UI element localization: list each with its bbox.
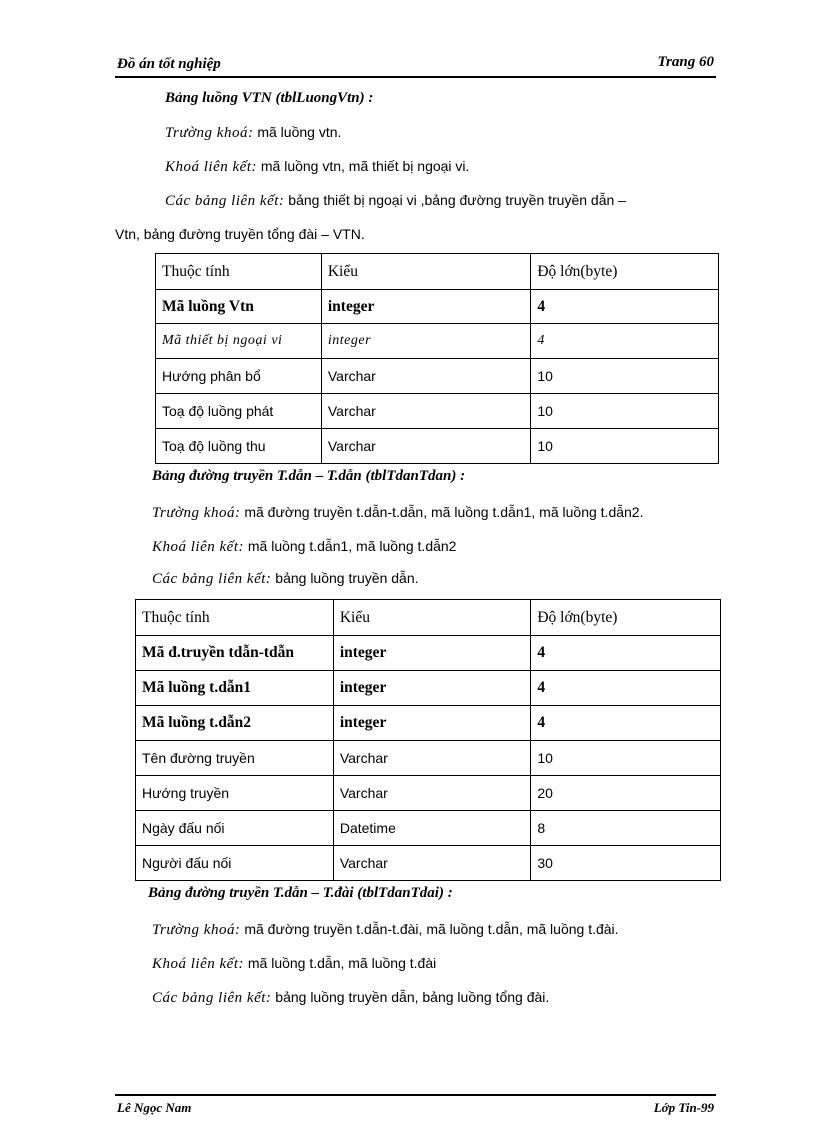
section2-tables (152, 570, 419, 588)
header-cell: Thuộc tính (136, 600, 334, 636)
table-cell: Mã thiết bị ngoại vi (156, 324, 322, 359)
table-cell: integer (321, 290, 530, 324)
table-row (136, 706, 721, 741)
section3-title: Bảng đường truyền T.dẫn – T.đài (tblTdanTdai) : (148, 885, 453, 901)
table-cell: Mã đ.truyền tdẫn-tdẫn (136, 636, 334, 671)
key-value: mã luồng vtn. (253, 124, 342, 140)
section2-link (152, 538, 456, 556)
table-cell: 10 (531, 359, 719, 394)
link-label: Khoá liên kết: (152, 956, 244, 972)
table-cell: integer (333, 706, 531, 741)
table-cell: Toạ độ luồng thu (156, 429, 322, 464)
table-tdan-tdan (135, 599, 721, 881)
table-cell: Varchar (321, 394, 530, 429)
key-value: mã đường truyền t.dẫn-t.đài, mã luồng t.dẫn, mã luồng t.đài. (240, 921, 619, 937)
table-cell: 10 (531, 741, 721, 776)
table-row (156, 359, 719, 394)
class-name: Lớp Tin-99 (653, 1100, 714, 1115)
section1-key (165, 124, 341, 142)
key-value: mã đường truyền t.dẫn-t.dẫn, mã luồng t.dẫn1, mã luồng t.dẫn2. (240, 504, 644, 520)
tables-value: bảng luồng truyền dẫn. (271, 570, 419, 586)
key-label: Trường khoá: (165, 125, 254, 141)
header-cell: Độ lớn(byte) (531, 600, 721, 636)
table-row (156, 429, 719, 464)
tables-label: Các bảng liên kết: (152, 571, 272, 587)
table-cell: Hướng phân bổ (156, 359, 322, 394)
table-header-row (156, 254, 719, 290)
link-value: mã luồng vtn, mã thiết bị ngoại vi. (256, 158, 470, 174)
table-cell: Tên đường truyền (136, 741, 334, 776)
table-cell: Mã luồng t.dẫn2 (136, 706, 334, 741)
section2-title: Bảng đường truyền T.dẫn – T.dẫn (tblTdanTdan) : (152, 468, 466, 484)
table-cell: 4 (531, 636, 721, 671)
table-cell: Varchar (333, 846, 531, 881)
page-header (115, 54, 716, 78)
table-cell: Datetime (333, 811, 531, 846)
table-cell: Toạ độ luồng phát (156, 394, 322, 429)
section1-tables (165, 192, 626, 210)
link-value: mã luồng t.dẫn1, mã luồng t.dẫn2 (243, 538, 457, 554)
link-value: mã luồng t.dẫn, mã luồng t.đài (243, 955, 437, 971)
table-cell: Varchar (321, 429, 530, 464)
table-cell: 4 (531, 706, 721, 741)
table-cell: integer (333, 636, 531, 671)
table-row (136, 671, 721, 706)
section1-link (165, 158, 469, 176)
section1-title: Bảng luồng VTN (tblLuongVtn) : (165, 90, 374, 106)
page-footer (115, 1094, 716, 1118)
header-cell: Kiểu (321, 254, 530, 290)
table-row (136, 811, 721, 846)
table-cell: 30 (531, 846, 721, 881)
table-cell: 10 (531, 429, 719, 464)
section3-link (152, 955, 436, 973)
table-cell: Varchar (333, 741, 531, 776)
table-row (156, 394, 719, 429)
table-row (156, 290, 719, 324)
section3-tables (152, 989, 549, 1007)
table-cell: Ngày đấu nối (136, 811, 334, 846)
table-row (136, 741, 721, 776)
table-row (156, 324, 719, 359)
section3-key (152, 921, 619, 939)
table-cell: 10 (531, 394, 719, 429)
table-header-row (136, 600, 721, 636)
key-label: Trường khoá: (152, 505, 241, 521)
table-cell: 20 (531, 776, 721, 811)
tables-label: Các bảng liên kết: (152, 990, 272, 1006)
header-cell: Thuộc tính (156, 254, 322, 290)
tables-label: Các bảng liên kết: (165, 193, 285, 209)
link-label: Khoá liên kết: (165, 159, 257, 175)
table-row (136, 776, 721, 811)
table-cell: integer (321, 324, 530, 359)
header-cell: Độ lớn(byte) (531, 254, 719, 290)
table-cell: 4 (531, 324, 719, 359)
table-cell: 4 (531, 290, 719, 324)
table-cell: Varchar (333, 776, 531, 811)
section2-key (152, 504, 643, 522)
table-cell: integer (333, 671, 531, 706)
table-cell: Người đấu nối (136, 846, 334, 881)
table-cell: 4 (531, 671, 721, 706)
tables-value: bảng thiết bị ngoại vi ,bảng đường truyền truyền dẫn – (284, 192, 626, 208)
table-row (136, 636, 721, 671)
table-cell: Mã luồng t.dẫn1 (136, 671, 334, 706)
section1-tables-cont: Vtn, bảng đường truyền tổng đài – VTN. (115, 226, 365, 242)
table-cell: Varchar (321, 359, 530, 394)
page-number: Trang 60 (657, 54, 714, 70)
table-cell: Mã luồng Vtn (156, 290, 322, 324)
header-title: Đồ án tốt nghiệp (117, 56, 221, 72)
header-cell: Kiểu (333, 600, 531, 636)
table-cell: 8 (531, 811, 721, 846)
table-cell: Hướng truyền (136, 776, 334, 811)
table-vtn (155, 253, 719, 464)
table-row (136, 846, 721, 881)
tables-value: bảng luồng truyền dẫn, bảng luồng tổng đài. (271, 989, 550, 1005)
key-label: Trường khoá: (152, 922, 241, 938)
link-label: Khoá liên kết: (152, 539, 244, 555)
author-name: Lê Ngọc Nam (117, 1100, 192, 1115)
